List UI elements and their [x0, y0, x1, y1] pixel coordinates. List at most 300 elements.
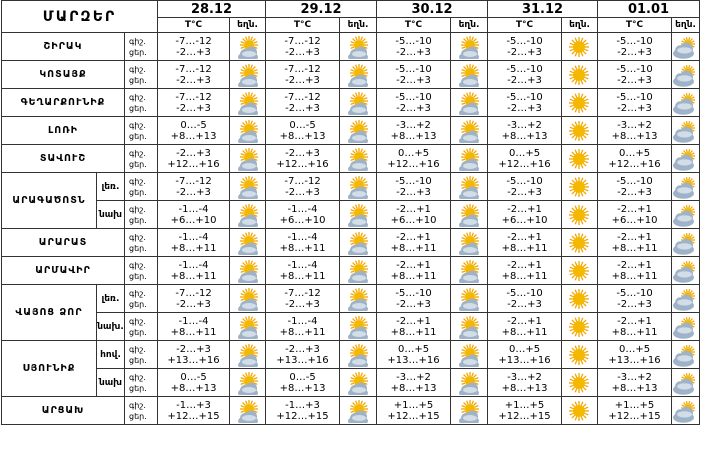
day-temperature: -2…+3 — [396, 186, 431, 198]
night-temperature: -5…-10 — [506, 91, 543, 103]
sun-cloud-icon — [234, 91, 262, 115]
weather-cell — [672, 397, 700, 425]
weather-cell — [340, 229, 377, 257]
sun-cloud-icon — [455, 175, 483, 199]
sun-cloud-icon — [455, 63, 483, 87]
day-label: ցեր. — [129, 383, 147, 393]
temperature-cell — [377, 369, 451, 397]
weather-cell — [451, 397, 488, 425]
weather-cell — [562, 229, 598, 257]
weather-cell — [340, 61, 377, 89]
temperature-cell — [266, 173, 340, 201]
night-temperature: -2…+3 — [176, 343, 211, 355]
temperature-cell — [598, 285, 672, 313]
weather-cell — [672, 33, 700, 61]
temperature-cell — [158, 229, 230, 257]
weather-cell — [230, 369, 266, 397]
night-temperature: -2…+1 — [507, 203, 542, 215]
night-temperature: 0…+5 — [508, 343, 541, 355]
day-temperature: +13…+16 — [387, 354, 440, 366]
day-temperature: +8…+13 — [611, 130, 658, 142]
weather-cell — [230, 285, 266, 313]
temperature-cell — [598, 117, 672, 145]
temperature-cell — [598, 61, 672, 89]
temperature-cell — [488, 285, 562, 313]
day-temperature: -2…+3 — [285, 298, 320, 310]
region-row — [2, 145, 700, 173]
weather-cell — [672, 341, 700, 369]
time-of-day-labels — [125, 173, 158, 201]
day-temperature: +13…+16 — [608, 354, 661, 366]
cloud-sun-icon — [672, 119, 700, 143]
night-temperature: -5…-10 — [506, 175, 543, 187]
temperature-cell — [266, 201, 340, 229]
region-name: ՎԱՅՈՑ ՁՈՐ — [2, 285, 97, 341]
sun-icon — [566, 399, 594, 423]
cloud-sun-icon — [672, 231, 700, 255]
temperature-cell — [377, 341, 451, 369]
sun-icon — [566, 203, 594, 227]
weather-cell — [451, 341, 488, 369]
sun-cloud-icon — [344, 259, 372, 283]
night-temperature: -7…-12 — [284, 175, 321, 187]
date-header: 28.12 — [158, 1, 266, 18]
temperature-cell — [488, 145, 562, 173]
day-label: ցեր. — [129, 131, 147, 141]
temperature-cell — [377, 257, 451, 285]
temperature-col-header: T°C — [488, 18, 562, 33]
sub-region-label: լեռ. — [97, 173, 125, 201]
temperature-cell — [266, 33, 340, 61]
night-temperature: +1…+5 — [504, 399, 545, 411]
night-temperature: -5…-10 — [395, 35, 432, 47]
day-temperature: +8…+13 — [170, 130, 217, 142]
day-temperature: -2…+3 — [507, 74, 542, 86]
region-name: ԼՈՌԻ — [2, 117, 125, 145]
region-row — [2, 33, 700, 61]
weather-cell — [562, 341, 598, 369]
temperature-cell — [488, 397, 562, 425]
sun-cloud-icon — [344, 63, 372, 87]
weather-cell — [672, 369, 700, 397]
weather-cell — [562, 369, 598, 397]
weather-col-header: եղն. — [562, 18, 598, 33]
day-temperature: +6…+10 — [611, 214, 658, 226]
day-label: ցեր. — [129, 215, 147, 225]
sun-cloud-icon — [455, 399, 483, 423]
weather-cell — [451, 61, 488, 89]
night-temperature: 0…+5 — [397, 343, 430, 355]
temperature-cell — [598, 89, 672, 117]
night-temperature: -3…+2 — [617, 371, 652, 383]
day-label: ցեր. — [129, 75, 147, 85]
temperature-cell — [488, 173, 562, 201]
night-temperature: -2…+1 — [617, 259, 652, 271]
cloud-sun-icon — [672, 343, 700, 367]
day-temperature: +8…+13 — [501, 130, 548, 142]
night-temperature: -5…-10 — [616, 287, 653, 299]
weather-cell — [562, 313, 598, 341]
day-label: ցեր. — [129, 103, 147, 113]
night-temperature: -1…-4 — [287, 203, 318, 215]
night-temperature: -7…-12 — [175, 287, 212, 299]
night-temperature: 0…+5 — [618, 343, 651, 355]
day-temperature: +8…+11 — [501, 242, 548, 254]
night-label: գիշ. — [129, 176, 146, 186]
sun-cloud-icon — [344, 119, 372, 143]
day-temperature: +6…+10 — [279, 214, 326, 226]
sun-icon — [566, 63, 594, 87]
day-temperature: -2…+3 — [617, 46, 652, 58]
day-temperature: +6…+10 — [390, 214, 437, 226]
day-temperature: +12…+15 — [498, 410, 551, 422]
weather-cell — [562, 201, 598, 229]
weather-cell — [340, 341, 377, 369]
weather-cell — [562, 61, 598, 89]
cloud-sun-icon — [672, 371, 700, 395]
region-row — [2, 61, 700, 89]
night-temperature: -2…+1 — [396, 231, 431, 243]
weather-cell — [230, 229, 266, 257]
region-row — [2, 313, 700, 341]
night-temperature: -3…+2 — [617, 119, 652, 131]
night-label: գիշ. — [129, 232, 146, 242]
region-name: ԱՐԱՐԱՏ — [2, 229, 125, 257]
sub-region-label: նախ — [97, 369, 125, 397]
temperature-cell — [158, 257, 230, 285]
night-temperature: -7…-12 — [284, 35, 321, 47]
night-temperature: -3…+2 — [396, 119, 431, 131]
day-temperature: -2…+3 — [176, 46, 211, 58]
day-temperature: -2…+3 — [396, 102, 431, 114]
temperature-col-header: T°C — [266, 18, 340, 33]
night-temperature: -2…+1 — [507, 315, 542, 327]
temperature-cell — [377, 285, 451, 313]
day-temperature: -2…+3 — [507, 298, 542, 310]
day-temperature: +8…+13 — [501, 382, 548, 394]
sun-cloud-icon — [455, 371, 483, 395]
day-temperature: -2…+3 — [285, 186, 320, 198]
sun-icon — [566, 315, 594, 339]
night-label: գիշ. — [129, 204, 146, 214]
day-temperature: +12…+16 — [167, 158, 220, 170]
weather-cell — [340, 117, 377, 145]
temperature-cell — [377, 117, 451, 145]
night-temperature: -1…-4 — [178, 315, 209, 327]
weather-cell — [340, 285, 377, 313]
sub-region-label: նախ. — [97, 313, 125, 341]
temperature-cell — [488, 313, 562, 341]
day-temperature: -2…+3 — [396, 46, 431, 58]
temperature-cell — [488, 201, 562, 229]
weather-cell — [230, 397, 266, 425]
day-label: ցեր. — [129, 243, 147, 253]
weather-cell — [672, 285, 700, 313]
day-label: ցեր. — [129, 159, 147, 169]
temperature-cell — [488, 341, 562, 369]
night-temperature: -2…+1 — [507, 259, 542, 271]
night-temperature: -5…-10 — [506, 35, 543, 47]
temperature-col-header: T°C — [377, 18, 451, 33]
weather-cell — [230, 173, 266, 201]
temperature-cell — [598, 369, 672, 397]
region-row — [2, 89, 700, 117]
time-of-day-labels — [125, 341, 158, 369]
day-temperature: -2…+3 — [285, 46, 320, 58]
day-temperature: +8…+11 — [170, 270, 217, 282]
weather-cell — [562, 397, 598, 425]
cloud-sun-icon — [672, 175, 700, 199]
weather-cell — [451, 145, 488, 173]
day-temperature: +8…+11 — [170, 326, 217, 338]
day-temperature: -2…+3 — [176, 102, 211, 114]
weather-cell — [340, 201, 377, 229]
sun-icon — [566, 147, 594, 171]
night-temperature: -1…-4 — [178, 259, 209, 271]
temperature-cell — [266, 61, 340, 89]
weather-cell — [340, 257, 377, 285]
day-temperature: -2…+3 — [507, 46, 542, 58]
day-temperature: +8…+13 — [170, 382, 217, 394]
sun-cloud-icon — [234, 175, 262, 199]
temperature-cell — [158, 117, 230, 145]
day-temperature: +8…+11 — [611, 242, 658, 254]
night-temperature: -1…-4 — [178, 203, 209, 215]
night-temperature: -1…-4 — [287, 231, 318, 243]
night-temperature: 0…-5 — [180, 119, 207, 131]
temperature-cell — [488, 369, 562, 397]
night-temperature: -5…-10 — [506, 63, 543, 75]
temperature-cell — [488, 61, 562, 89]
night-temperature: -5…-10 — [616, 91, 653, 103]
sun-cloud-icon — [455, 259, 483, 283]
weather-cell — [672, 257, 700, 285]
night-temperature: 0…+5 — [508, 147, 541, 159]
weather-cell — [672, 173, 700, 201]
regions-header: ՄԱՐԶԵՐ — [2, 1, 158, 33]
night-temperature: -2…+3 — [176, 147, 211, 159]
temperature-cell — [377, 89, 451, 117]
time-of-day-labels — [125, 145, 158, 173]
temperature-cell — [377, 397, 451, 425]
night-temperature: 0…+5 — [618, 147, 651, 159]
cloud-sun-icon — [672, 287, 700, 311]
weather-cell — [451, 285, 488, 313]
weather-cell — [451, 33, 488, 61]
time-of-day-labels — [125, 229, 158, 257]
sun-cloud-icon — [455, 315, 483, 339]
weather-cell — [230, 61, 266, 89]
night-temperature: -7…-12 — [175, 35, 212, 47]
sub-region-label: հով. — [97, 341, 125, 369]
day-temperature: +8…+13 — [279, 382, 326, 394]
day-label: ցեր. — [129, 411, 147, 421]
region-row — [2, 173, 700, 201]
weather-cell — [340, 33, 377, 61]
day-temperature: -2…+3 — [176, 186, 211, 198]
day-temperature: +12…+16 — [387, 158, 440, 170]
temperature-cell — [598, 257, 672, 285]
time-of-day-labels — [125, 257, 158, 285]
night-temperature: -2…+3 — [285, 343, 320, 355]
date-header: 29.12 — [266, 1, 377, 18]
temperature-cell — [158, 33, 230, 61]
region-name: ՍՅՈՒՆԻՔ — [2, 341, 97, 397]
region-row — [2, 369, 700, 397]
region-name: ԱՐՑԱԽ — [2, 397, 125, 425]
temperature-cell — [377, 145, 451, 173]
sun-cloud-icon — [234, 231, 262, 255]
temperature-cell — [598, 313, 672, 341]
cloud-sun-icon — [672, 91, 700, 115]
weather-cell — [451, 89, 488, 117]
sun-cloud-icon — [344, 203, 372, 227]
day-temperature: -2…+3 — [176, 298, 211, 310]
temperature-col-header: T°C — [598, 18, 672, 33]
weather-cell — [562, 33, 598, 61]
day-temperature: -2…+3 — [617, 186, 652, 198]
weather-cell — [562, 117, 598, 145]
night-temperature: -7…-12 — [284, 63, 321, 75]
sun-cloud-icon — [344, 231, 372, 255]
temperature-cell — [488, 229, 562, 257]
temperature-cell — [266, 257, 340, 285]
temperature-cell — [158, 173, 230, 201]
day-temperature: +6…+10 — [170, 214, 217, 226]
weather-cell — [230, 313, 266, 341]
day-temperature: +12…+16 — [276, 158, 329, 170]
temperature-cell — [158, 89, 230, 117]
day-temperature: -2…+3 — [176, 74, 211, 86]
sun-icon — [566, 231, 594, 255]
temperature-cell — [266, 341, 340, 369]
day-temperature: +13…+16 — [167, 354, 220, 366]
sun-icon — [566, 343, 594, 367]
temperature-cell — [266, 397, 340, 425]
weather-col-header: եղն. — [340, 18, 377, 33]
sun-cloud-icon — [455, 35, 483, 59]
weather-cell — [230, 257, 266, 285]
sun-icon — [566, 35, 594, 59]
sun-icon — [566, 287, 594, 311]
time-of-day-labels — [125, 61, 158, 89]
temperature-cell — [266, 89, 340, 117]
weather-cell — [451, 257, 488, 285]
sun-cloud-icon — [234, 35, 262, 59]
weather-col-header: եղն. — [451, 18, 488, 33]
night-temperature: -7…-12 — [284, 287, 321, 299]
temperature-cell — [598, 397, 672, 425]
sun-icon — [566, 119, 594, 143]
temperature-cell — [158, 341, 230, 369]
day-temperature: -2…+3 — [285, 102, 320, 114]
temperature-col-header: T°C — [158, 18, 230, 33]
weather-cell — [340, 313, 377, 341]
day-temperature: -2…+3 — [617, 74, 652, 86]
night-temperature: -5…-10 — [616, 175, 653, 187]
sun-cloud-icon — [234, 371, 262, 395]
weather-cell — [230, 341, 266, 369]
cloud-sun-icon — [672, 63, 700, 87]
time-of-day-labels — [125, 313, 158, 341]
temperature-cell — [158, 61, 230, 89]
temperature-cell — [488, 117, 562, 145]
weather-cell — [451, 229, 488, 257]
day-temperature: -2…+3 — [507, 102, 542, 114]
night-temperature: -7…-12 — [175, 63, 212, 75]
day-temperature: -2…+3 — [617, 298, 652, 310]
night-temperature: -2…+1 — [507, 231, 542, 243]
region-row — [2, 397, 700, 425]
day-temperature: +8…+11 — [390, 326, 437, 338]
temperature-cell — [158, 313, 230, 341]
night-temperature: -5…-10 — [395, 287, 432, 299]
sun-icon — [566, 259, 594, 283]
day-temperature: +12…+16 — [608, 158, 661, 170]
weather-cell — [451, 369, 488, 397]
day-temperature: +12…+15 — [387, 410, 440, 422]
day-temperature: +13…+16 — [498, 354, 551, 366]
day-temperature: +8…+11 — [390, 242, 437, 254]
sun-cloud-icon — [455, 343, 483, 367]
night-label: գիշ. — [129, 148, 146, 158]
temperature-cell — [266, 285, 340, 313]
weather-cell — [230, 145, 266, 173]
day-temperature: +8…+13 — [390, 130, 437, 142]
weather-forecast-table — [1, 0, 700, 425]
night-temperature: -1…-4 — [287, 315, 318, 327]
weather-cell — [672, 229, 700, 257]
day-temperature: +8…+11 — [611, 270, 658, 282]
night-label: գիշ. — [129, 120, 146, 130]
cloud-sun-icon — [672, 203, 700, 227]
weather-cell — [451, 117, 488, 145]
day-temperature: +12…+15 — [167, 410, 220, 422]
temperature-cell — [598, 229, 672, 257]
night-temperature: 0…-5 — [289, 371, 316, 383]
region-row — [2, 341, 700, 369]
sun-cloud-icon — [234, 399, 262, 423]
weather-cell — [340, 397, 377, 425]
day-temperature: +12…+15 — [276, 410, 329, 422]
night-temperature: -2…+1 — [396, 259, 431, 271]
sun-cloud-icon — [455, 287, 483, 311]
night-label: գիշ. — [129, 344, 146, 354]
temperature-cell — [598, 145, 672, 173]
temperature-cell — [266, 117, 340, 145]
date-header: 31.12 — [488, 1, 598, 18]
night-label: գիշ. — [129, 288, 146, 298]
temperature-cell — [377, 313, 451, 341]
region-row — [2, 257, 700, 285]
region-name: ՇԻՐԱԿ — [2, 33, 125, 61]
weather-cell — [451, 201, 488, 229]
temperature-cell — [598, 33, 672, 61]
night-label: գիշ. — [129, 92, 146, 102]
time-of-day-labels — [125, 89, 158, 117]
sun-cloud-icon — [455, 231, 483, 255]
night-temperature: -3…+2 — [507, 119, 542, 131]
region-name: ԱՐՄԱՎԻՐ — [2, 257, 125, 285]
day-temperature: +8…+11 — [279, 326, 326, 338]
night-label: գիշ. — [129, 372, 146, 382]
region-row — [2, 285, 700, 313]
sun-cloud-icon — [234, 315, 262, 339]
region-row — [2, 201, 700, 229]
time-of-day-labels — [125, 33, 158, 61]
weather-cell — [451, 313, 488, 341]
sun-cloud-icon — [234, 119, 262, 143]
